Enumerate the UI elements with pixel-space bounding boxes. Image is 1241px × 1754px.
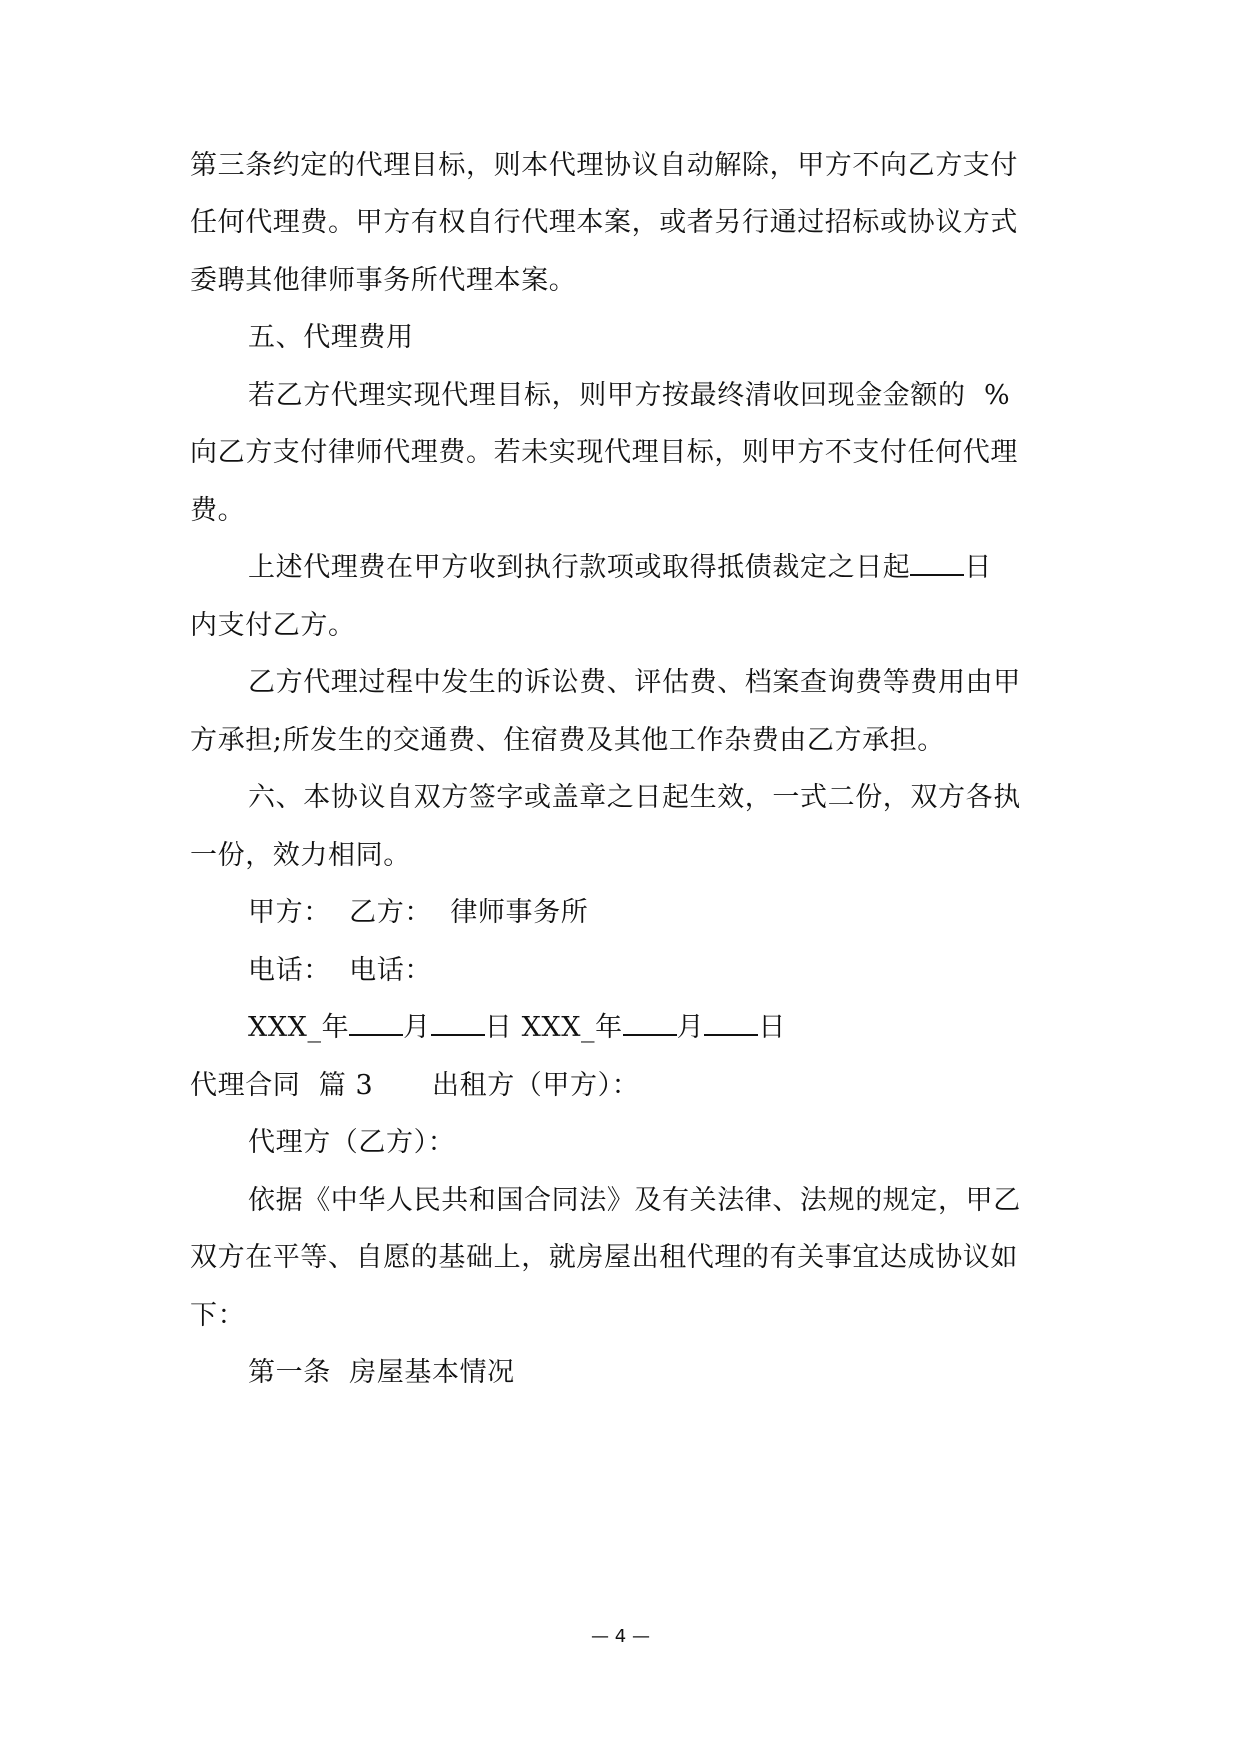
- blank-underline: [349, 1010, 403, 1036]
- contract-heading: 代理合同 篇 3: [190, 1070, 374, 1101]
- paragraph-line: 若乙方代理实现代理目标，则甲方按最终清收回现金金额的 %: [248, 380, 1011, 411]
- page-number: — 4 —: [591, 1626, 650, 1647]
- paragraph-line: 向乙方支付律师代理费。若未实现代理目标，则甲方不支付任何代理: [190, 437, 1018, 468]
- section-heading: 五、代理费用: [248, 322, 414, 353]
- paragraph-line: 第三条约定的代理目标，则本代理协议自动解除，甲方不向乙方支付: [190, 150, 1018, 181]
- signature-parties: 甲方： 乙方： 律师事务所: [248, 897, 589, 928]
- paragraph-line: 一份，效力相同。: [190, 840, 411, 871]
- line-text: 日: [964, 552, 993, 583]
- blank-underline: [704, 1010, 758, 1036]
- paragraph-line: 委聘其他律师事务所代理本案。: [190, 265, 577, 296]
- date-text: 月: [403, 1012, 431, 1043]
- article-heading: 第一条 房屋基本情况: [248, 1357, 515, 1388]
- date-text: XXX_年: [248, 1012, 350, 1043]
- signature-date: [248, 1008, 786, 1048]
- blank-underline: [623, 1010, 677, 1036]
- date-text: 日: [758, 1012, 786, 1043]
- paragraph-line: 依据《中华人民共和国合同法》及有关法律、法规的规定，甲乙: [248, 1185, 1021, 1216]
- paragraph-line: [248, 548, 992, 588]
- paragraph-line: 方承担;所发生的交通费、住宿费及其他工作杂费由乙方承担。: [190, 725, 945, 756]
- paragraph-line: 双方在平等、自愿的基础上，就房屋出租代理的有关事宜达成协议如: [190, 1242, 1018, 1273]
- paragraph-line: 任何代理费。甲方有权自行代理本案，或者另行通过招标或协议方式: [190, 207, 1018, 238]
- date-text: 月: [676, 1012, 705, 1043]
- paragraph-line: 乙方代理过程中发生的诉讼费、评估费、档案查询费等费用由甲: [248, 667, 1021, 698]
- signature-phone: 电话： 电话：: [248, 955, 432, 986]
- paragraph-line: 六、本协议自双方签字或盖章之日起生效，一式二份，双方各执: [248, 782, 1021, 813]
- paragraph-line: 内支付乙方。: [190, 610, 356, 641]
- date-text: 日 XXX_年: [484, 1012, 623, 1043]
- party-line: 出租方（甲方）：: [432, 1070, 640, 1101]
- blank-underline: [910, 550, 964, 576]
- blank-underline: [431, 1010, 485, 1036]
- line-text: 上述代理费在甲方收到执行款项或取得抵债裁定之日起: [248, 552, 911, 583]
- party-line: 代理方（乙方）：: [248, 1127, 456, 1158]
- paragraph-line: 费。: [190, 495, 246, 526]
- paragraph-line: 下：: [190, 1300, 246, 1331]
